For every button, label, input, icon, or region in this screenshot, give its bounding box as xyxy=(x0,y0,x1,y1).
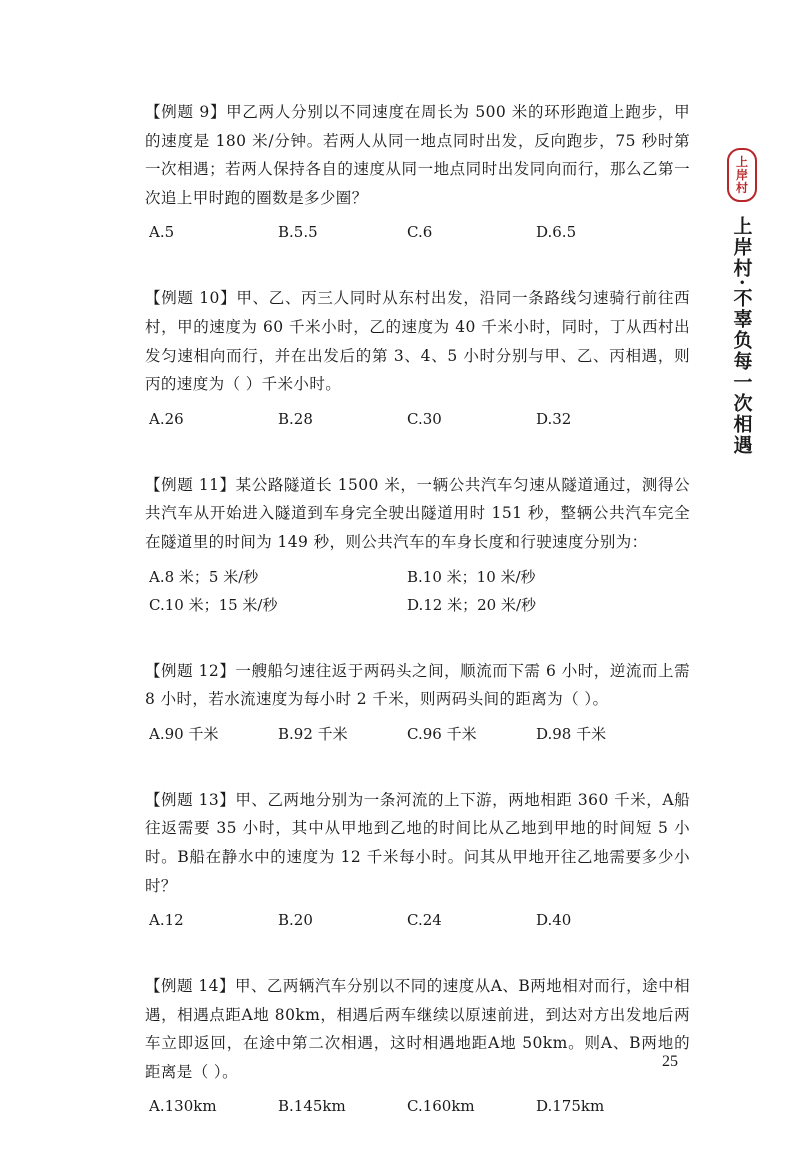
option-a: A.8 米；5 米/秒 xyxy=(149,568,259,587)
option-row xyxy=(145,218,690,246)
option-row xyxy=(145,405,690,433)
option-c: C.6 xyxy=(407,223,433,242)
problem-stem: 【例题 11】某公路隧道长 1500 米，一辆公共汽车匀速从隧道通过，测得公共汽车从开始进入隧道到车身完全驶出隧道用时 151 秒，整辆公共汽车完全在隧道里的时间为 149 秒，则公共汽车的车身长度和行驶速度分别为： xyxy=(145,475,690,551)
option-b: B.10 米；10 米/秒 xyxy=(407,568,536,587)
option-c: C.160km xyxy=(407,1097,475,1116)
option-c: C.30 xyxy=(407,409,442,428)
option-row xyxy=(145,906,690,934)
option-b: B.92 千米 xyxy=(278,725,348,744)
problem-10 xyxy=(145,284,690,432)
problem-stem: 【例题 13】甲、乙两地分别为一条河流的上下游，两地相距 360 千米，A船往返需要 35 小时，其中从甲地到乙地的时间比从乙地到甲地的时间短 5 小时。B船在静水中的速度为 12 千米每小时。问其从甲地开往乙地需要多少小时？ xyxy=(145,790,690,895)
option-group xyxy=(145,1092,690,1120)
problem-list xyxy=(145,98,690,1158)
option-row xyxy=(145,591,690,619)
problem-11 xyxy=(145,471,690,619)
option-group xyxy=(145,218,690,246)
option-row xyxy=(145,720,690,748)
option-group xyxy=(145,405,690,433)
slogan-text: 上岸村·不辜负每一次相遇 xyxy=(730,216,753,456)
logo-char: 村 xyxy=(735,180,748,195)
option-d: D.175km xyxy=(536,1097,605,1116)
option-row xyxy=(145,1092,690,1120)
option-c: C.24 xyxy=(407,911,442,930)
option-c: C.10 米；15 米/秒 xyxy=(149,596,278,615)
option-d: D.6.5 xyxy=(536,223,577,242)
problem-14 xyxy=(145,972,690,1120)
problem-stem: 【例题 9】甲乙两人分别以不同速度在周长为 500 米的环形跑道上跑步，甲的速度是 180 米/分钟。若两人从同一地点同时出发，反向跑步，75 秒时第一次相遇；若两人保持各自的速度从同一地点同时出发同向而行，那么乙第一次追上甲时跑的圈数是多少圈？ xyxy=(145,103,690,207)
option-row xyxy=(145,563,690,591)
option-d: D.40 xyxy=(536,911,572,930)
option-d: D.98 千米 xyxy=(536,725,607,744)
option-a: A.90 千米 xyxy=(149,725,219,744)
logo-seal xyxy=(727,148,757,202)
option-group xyxy=(145,906,690,934)
option-a: A.26 xyxy=(149,409,184,428)
logo-char: 上 xyxy=(735,154,748,169)
problem-12 xyxy=(145,657,690,748)
option-a: A.130km xyxy=(149,1097,217,1116)
logo-char: 岸 xyxy=(735,167,748,182)
problem-stem: 【例题 12】一艘船匀速往返于两码头之间，顺流而下需 6 小时，逆流而上需 8 小时，若水流速度为每小时 2 千米，则两码头间的距离为（ ）。 xyxy=(145,661,690,709)
option-b: B.5.5 xyxy=(278,223,318,242)
option-d: D.32 xyxy=(536,409,572,428)
option-a: A.5 xyxy=(149,223,175,242)
option-b: B.145km xyxy=(278,1097,346,1116)
problem-stem: 【例题 14】甲、乙两辆汽车分别以不同的速度从A、B两地相对而行，途中相遇，相遇点距A地 80km，相遇后两车继续以原速前进，到达对方出发地后两车立即返回，在途中第二次相遇，这时相遇地距A地 50km。则A、B两地的距离是（ ）。 xyxy=(145,977,690,1081)
option-b: B.20 xyxy=(278,911,313,930)
problem-9 xyxy=(145,98,690,246)
option-b: B.28 xyxy=(278,409,313,428)
page-number: 25 xyxy=(662,1053,678,1070)
option-c: C.96 千米 xyxy=(407,725,477,744)
problem-stem: 【例题 10】甲、乙、丙三人同时从东村出发，沿同一条路线匀速骑行前往西村，甲的速度为 60 千米小时，乙的速度为 40 千米小时，同时，丁从西村出发匀速相向而行，并在出发后的第 3、4、5 小时分别与甲、乙、丙相遇，则丙的速度为（ ）千米小时。 xyxy=(145,289,690,394)
option-a: A.12 xyxy=(149,911,184,930)
side-banner xyxy=(727,148,757,456)
problem-13 xyxy=(145,786,690,934)
option-group xyxy=(145,563,690,619)
option-d: D.12 米；20 米/秒 xyxy=(407,596,537,615)
option-group xyxy=(145,720,690,748)
